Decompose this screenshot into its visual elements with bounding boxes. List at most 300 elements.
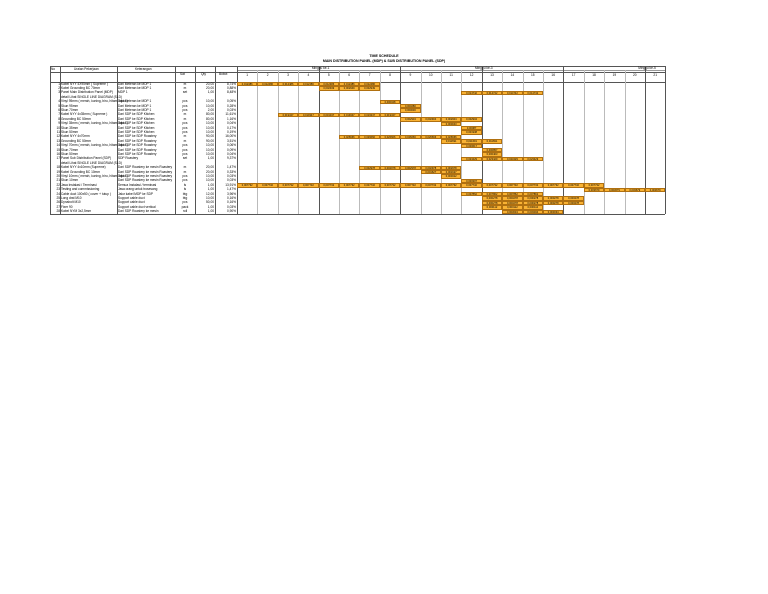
schedule-bar: 0,007732 — [319, 183, 339, 187]
week-number: 14 — [510, 73, 515, 77]
schedule-bar: 0,000312 — [441, 174, 461, 178]
row-no: 26 — [56, 200, 60, 205]
row-keterangan: Dari Meteran ke MDP 1 — [118, 99, 152, 104]
schedule-bar: 0,007732 — [298, 183, 318, 187]
week-number: 16 — [551, 73, 555, 77]
schedule-bar: 0,007732 — [237, 183, 257, 187]
week-number: 7 — [368, 73, 371, 77]
week-number: 5 — [327, 73, 330, 77]
schedule-bar: 0,014742 — [461, 91, 481, 95]
row-uraian: Skun 95mm — [61, 103, 79, 108]
row-qty: 1,00 — [207, 204, 214, 209]
schedule-bar: 0,000278 — [563, 196, 583, 200]
header-qty: Qty — [201, 71, 206, 76]
row-keterangan: Dari SDP Roastery ke mesin Roastery — [118, 174, 173, 178]
row-qty: 20,00 — [206, 81, 214, 86]
header-keterangan: Keterangan — [135, 66, 152, 71]
schedule-bar: 0,007732 — [584, 183, 604, 187]
schedule-bar: 0,019347 — [380, 113, 400, 117]
row-uraian: detail Lihat SINGLE LINE DIAGRAM (SLD) — [61, 94, 122, 99]
schedule-bar: 0,026666 — [380, 135, 400, 139]
row-no: 8 — [58, 116, 60, 121]
grid-line — [278, 70, 279, 214]
schedule-bar: 0,012486 — [278, 82, 298, 86]
row-uraian: Dynabolt M10 — [61, 200, 81, 205]
schedule-bar: 0,003679 — [645, 188, 665, 192]
row-sat: m — [183, 134, 187, 139]
row-qty: 80,00 — [206, 112, 214, 117]
row-no: 23 — [56, 187, 60, 192]
grid-line — [665, 66, 666, 214]
row-uraian: Skun 10mm — [61, 178, 79, 183]
row-uraian: Testing and commissioning — [61, 187, 100, 192]
row-keterangan: Dari SDP ke SDP Kitchen — [118, 130, 155, 134]
row-no: 2 — [58, 86, 60, 90]
schedule-bar: 0,000278 — [502, 196, 522, 200]
grid-line — [237, 66, 238, 214]
row-uraian: Panel Sub Distribution Panel (SDP) — [61, 156, 112, 161]
schedule-bar: 0,019347 — [359, 113, 379, 117]
schedule-bar: 0,007862 — [502, 192, 522, 196]
row-no: 10 — [56, 125, 60, 130]
schedule-bar: 0,003034 — [523, 210, 543, 214]
grid-line — [298, 70, 299, 214]
row-sat: m — [183, 112, 187, 117]
schedule-bar: 0,000278 — [523, 196, 543, 200]
schedule-bar: 0,007732 — [380, 183, 400, 187]
row-no: 7 — [58, 112, 60, 117]
row-uraian: Kabel NYY 4X95mm ( Supreme ) — [61, 81, 108, 86]
schedule-bar: 0,012486 — [237, 82, 257, 86]
row-keterangan: Dari SDP ke SDP Kitchen — [118, 125, 155, 130]
week-number: 8 — [389, 73, 391, 77]
schedule-bar: 0,000278 — [563, 201, 583, 205]
week-number: 18 — [592, 73, 596, 77]
row-sat: pcs — [182, 178, 188, 183]
row-bobot: 0,03% — [226, 178, 236, 183]
row-uraian: Skun 70mm — [61, 108, 79, 112]
row-keterangan: Dari Meteran ke MDP 1 — [118, 81, 152, 86]
row-no: 25 — [56, 196, 60, 200]
grid-line — [359, 70, 360, 214]
schedule-bar: 0,000043 — [441, 122, 461, 126]
row-no: 21 — [56, 178, 60, 183]
row-no: 6 — [58, 108, 60, 112]
schedule-bar: 0,007732 — [461, 183, 481, 187]
row-bobot: 13,91% — [225, 182, 236, 187]
row-keterangan: Dari Meteran ke MDP 1 — [118, 103, 152, 108]
week-number: 3 — [287, 73, 289, 77]
schedule-bar: 0,000403 — [482, 152, 502, 156]
schedule-bar: 0,002978 — [380, 166, 400, 170]
schedule-bar: 0,014742 — [523, 91, 543, 95]
row-keterangan: Dari SDP ke SDP Roastery — [118, 138, 157, 143]
row-sat: roll — [182, 209, 188, 214]
row-keterangan: MDP 1 — [118, 90, 128, 95]
row-bobot: 1,47% — [226, 187, 236, 192]
schedule-bar: 0,012486 — [339, 82, 359, 86]
row-sat: pcs — [182, 200, 188, 205]
row-keterangan: Dari SDP Roastery ke mesin — [118, 209, 159, 214]
grid-line — [604, 70, 605, 214]
schedule-bar: 0,000278 — [523, 201, 543, 205]
schedule-bar: 0,026666 — [339, 135, 359, 139]
row-qty: 10,00 — [206, 121, 214, 126]
row-sat: m — [183, 86, 187, 90]
schedule-bar: 0,023429 — [523, 157, 543, 161]
row-sat: ls — [183, 187, 187, 192]
row-qty: 90,00 — [206, 138, 214, 143]
row-qty: 90,00 — [206, 134, 214, 139]
week-number: 1 — [246, 73, 249, 77]
row-bobot: 0,16% — [226, 200, 236, 205]
schedule-bar: 0,007732 — [400, 183, 420, 187]
schedule-bar: 0,000278 — [482, 201, 502, 205]
week-number: 12 — [469, 73, 474, 77]
row-no: 11 — [56, 130, 60, 134]
row-keterangan: Dari SDP ke SDP Roastery — [118, 134, 157, 139]
row-bobot: 0,19% — [226, 130, 236, 134]
row-qty: 1,00 — [207, 156, 214, 161]
row-keterangan: Support cable duct — [118, 200, 145, 205]
schedule-bar: 0,012486 — [257, 82, 277, 86]
row-qty: 1,00 — [207, 187, 214, 192]
schedule-bar: 0,012486 — [359, 82, 379, 86]
schedule-bar: 0,007732 — [482, 183, 502, 187]
schedule-bar: 0,007862 — [461, 192, 481, 196]
row-qty: 20,00 — [206, 169, 214, 174]
row-keterangan: Support cable duct — [118, 196, 145, 200]
schedule-bar: 0,002904 — [400, 117, 420, 121]
schedule-bar: 0,002904 — [461, 117, 481, 121]
row-qty: 10,00 — [206, 125, 214, 130]
schedule-bar: 0,000278 — [543, 196, 563, 200]
header-bobot: Bobot — [219, 71, 228, 76]
schedule-bar: 0,002949 — [359, 86, 379, 90]
row-uraian: Kabel Grounding BC 70mm — [61, 86, 100, 90]
schedule-bar: 0,023429 — [482, 157, 502, 161]
row-bobot: 0,90% — [226, 209, 236, 214]
schedule-bar: 0,014742 — [482, 91, 502, 95]
schedule-bar: 0,026666 — [441, 135, 461, 139]
schedule-bar: 0,007732 — [421, 183, 441, 187]
schedule-bar: 0,000278 — [502, 201, 522, 205]
week-number: 17 — [571, 73, 576, 77]
row-no: 22 — [56, 182, 60, 187]
row-uraian: Kabel NYY 4x10mm (Supreme) — [61, 165, 106, 170]
row-qty: 10,00 — [206, 147, 214, 152]
schedule-bar: 0,002978 — [421, 166, 441, 170]
row-keterangan: Jalur kabel MDP ke SDP — [118, 191, 154, 196]
schedule-bar: 0,002949 — [339, 86, 359, 90]
row-keterangan: Dari SDP Roastery ke mesin Roastery — [118, 178, 173, 183]
row-sat: m — [183, 138, 187, 143]
schedule-bar: 0,002978 — [359, 166, 379, 170]
row-qty: 10,00 — [206, 152, 214, 156]
row-qty: 10,00 — [206, 103, 214, 108]
row-sat: pcs — [182, 108, 188, 112]
schedule-bar: 0,007732 — [359, 183, 379, 187]
row-uraian: Cable duct 100x50 ( cover + tutup ) — [61, 191, 111, 196]
row-bobot: 3,96% — [226, 191, 236, 196]
row-qty: 10,00 — [206, 174, 214, 178]
grid-line — [563, 66, 564, 214]
schedule-bar: 0,007862 — [523, 192, 543, 196]
row-bobot: 0,88% — [226, 86, 236, 90]
schedule-bar: 0,014742 — [502, 91, 522, 95]
week-number: 15 — [531, 73, 535, 77]
schedule-bar: 0,019347 — [278, 113, 298, 117]
schedule-bar: 0,007732 — [441, 183, 461, 187]
row-sat: m — [183, 116, 187, 121]
schedule-bar: 0,002949 — [319, 86, 339, 90]
row-keterangan: Dari SDP ke SDP Roastery — [118, 143, 157, 148]
week-number: 11 — [449, 73, 453, 77]
grid-line — [625, 70, 626, 214]
row-keterangan: Semua Instalasi / terminasi — [118, 182, 157, 187]
row-qty: 20,00 — [206, 165, 214, 170]
row-qty: 12,00 — [206, 191, 214, 196]
row-sat: pcs — [182, 103, 188, 108]
row-keterangan: Jasa orang untuk trosesang — [118, 187, 158, 192]
row-no: 4 — [58, 99, 60, 104]
row-no: 28 — [56, 209, 60, 214]
week-number: 19 — [612, 73, 617, 77]
schedule-bar: 0,023429 — [461, 157, 481, 161]
row-bobot: 0,28% — [226, 103, 236, 108]
row-qty: 1,00 — [207, 209, 214, 214]
row-bobot: 0,03% — [226, 174, 236, 178]
schedule-bar: 0,000030 — [400, 108, 420, 112]
row-sat: pcs — [182, 147, 188, 152]
schedule-bar: 0,011691 — [482, 139, 502, 143]
schedule-bar: 0,007732 — [502, 183, 522, 187]
schedule-bar: 0,007732 — [523, 183, 543, 187]
row-uraian: Jasa Instalasi / Terminasi — [61, 182, 97, 187]
row-sat: pcs — [182, 152, 188, 156]
week-number: 2 — [266, 73, 269, 77]
schedule-bar: 0,000048 — [380, 100, 400, 104]
minggu-label: Minggu ke-1 — [311, 65, 330, 70]
row-bobot: 0,16% — [226, 196, 236, 200]
week-number: 10 — [429, 73, 433, 77]
schedule-bar: 0,000278 — [482, 196, 502, 200]
row-qty: 1,00 — [207, 90, 214, 95]
row-keterangan: Dari SDP Roastery ke mesin Roastery — [118, 169, 173, 174]
row-uraian: Skun 50mm — [61, 130, 79, 134]
schedule-bar: 0,000278 — [543, 201, 563, 205]
schedule-bar: 0,003679 — [604, 188, 624, 192]
week-number: 20 — [633, 73, 637, 77]
row-sat: pcs — [182, 125, 188, 130]
row-qty: 10,00 — [206, 130, 214, 134]
schedule-bar: 0,023429 — [502, 157, 522, 161]
row-bobot: 0,03% — [226, 108, 236, 112]
row-sat: m — [183, 169, 187, 174]
schedule-bar: 0,00087 — [461, 126, 481, 130]
schedule-bar: 0,001938 — [461, 130, 481, 134]
row-no: 19 — [56, 169, 60, 174]
schedule-bar: 0,000617 — [461, 144, 481, 148]
row-bobot: 0,09% — [226, 147, 236, 152]
row-sat: set — [182, 90, 188, 95]
schedule-bar: 0,000112 — [482, 205, 502, 209]
row-qty: 10,00 — [206, 178, 214, 183]
row-sat: m — [183, 165, 187, 170]
schedule-bar: 0,007732 — [278, 183, 298, 187]
schedule-bar: 0,003679 — [625, 188, 645, 192]
row-bobot: 0,17% — [226, 125, 236, 130]
row-no: 13 — [56, 138, 60, 143]
row-bobot: 0,06% — [226, 143, 236, 148]
schedule-bar: 0,002978 — [441, 166, 461, 170]
row-bobot: 0,04% — [226, 121, 236, 126]
row-no: 17 — [56, 156, 60, 161]
row-no: 12 — [56, 134, 60, 139]
row-qty: 20,00 — [206, 86, 214, 90]
row-keterangan: Dari SDP ke SDP Roastery — [118, 147, 157, 152]
row-uraian: Long drat M10 — [61, 196, 82, 200]
row-bobot: 16,00% — [225, 134, 236, 139]
row-bobot: 1,16% — [226, 116, 236, 121]
header-sat: Sat — [180, 71, 185, 76]
schedule-bar: 0,002904 — [421, 117, 441, 121]
schedule-bar: 0,012486 — [319, 82, 339, 86]
row-sat: m — [183, 81, 187, 86]
schedule-bar: 0,007862 — [482, 192, 502, 196]
schedule-bar: 0,007732 — [543, 183, 563, 187]
header-uraian: Uraian Pekerjaan — [74, 66, 99, 71]
row-no: 9 — [58, 121, 60, 126]
week-number: 9 — [409, 73, 412, 77]
row-bobot: 1,47% — [226, 165, 236, 170]
schedule-bar: 0,003679 — [584, 188, 604, 192]
row-qty: 10,00 — [206, 196, 214, 200]
row-uraian: Vinyl 10mm ( merah, kuning, biru, hitam, hijau ) — [61, 174, 128, 178]
schedule-bar: 0,019347 — [339, 113, 359, 117]
row-qty: 1,00 — [207, 182, 214, 187]
row-keterangan: Dari SDP Roastery ke mesin Roastery — [118, 165, 173, 170]
row-no: 3 — [58, 90, 60, 95]
row-keterangan: SDP Roastery — [118, 156, 139, 161]
row-uraian: Kabel NYY 4x70mm — [61, 134, 90, 139]
row-keterangan: Dari SDP ke SDP Roastery — [118, 152, 157, 156]
row-no: 20 — [56, 174, 60, 178]
schedule-bar: 0,001627 — [441, 170, 461, 174]
schedule-bar: 0,000112 — [523, 205, 543, 209]
row-uraian: Kabel NYM 3x2,5mm — [61, 209, 92, 214]
row-sat: btg — [182, 196, 188, 200]
row-no: 24 — [56, 191, 60, 196]
row-sat: pcs — [182, 130, 188, 134]
schedule-bar: 0,026666 — [400, 135, 420, 139]
row-bobot: 0,03% — [226, 204, 236, 209]
schedule-bar: 0,011691 — [441, 139, 461, 143]
row-keterangan: Dari Meteran ke MDP 1 — [118, 108, 152, 112]
schedule-bar: 0,002904 — [441, 117, 461, 121]
row-sat: pcs — [182, 174, 188, 178]
schedule-bar: 0,000112 — [502, 205, 522, 209]
schedule-bar: 0,002978 — [400, 166, 420, 170]
schedule-bar: 0,000857 — [482, 148, 502, 152]
row-bobot: 0,04% — [226, 152, 236, 156]
row-bobot: 3,51% — [226, 138, 236, 143]
row-bobot: 9,37% — [226, 156, 236, 161]
schedule-bar: 0,007732 — [563, 183, 583, 187]
row-qty: 50,00 — [206, 200, 214, 205]
minggu-label: Minggu ke-3 — [475, 65, 493, 70]
row-uraian: Grounding BC 50mm — [61, 138, 91, 143]
row-uraian: Vinyl 95mm ( merah, kuning, biru, hitam, hijau ) — [61, 99, 128, 104]
row-no: 18 — [56, 165, 60, 170]
row-sat: btg — [182, 191, 188, 196]
grid-line — [380, 70, 381, 214]
row-qty: 80,00 — [206, 116, 214, 121]
week-number: 21 — [653, 73, 657, 77]
row-sat: set — [182, 156, 188, 161]
minggu-label: Minggu ke-5 — [638, 65, 656, 70]
row-keterangan: Dari Meteran ke MDP 1 — [118, 86, 152, 90]
row-bobot: 0,05% — [226, 99, 236, 104]
row-uraian: Vinyl 70mm ( merah, kuning, biru, hitam, hijau ) — [61, 143, 128, 148]
schedule-bar: 0,007732 — [339, 183, 359, 187]
row-qty: 10,00 — [206, 99, 214, 104]
row-no: 15 — [56, 147, 60, 152]
row-bobot: 8,74% — [226, 81, 236, 86]
schedule-bar: 0,000307 — [461, 179, 481, 183]
grid-line — [400, 66, 401, 214]
row-uraian: Kabel NYY 4x35mm ( Supreme ) — [61, 112, 108, 117]
schedule-bar: 0,011691 — [461, 139, 481, 143]
row-uraian: Vinyl 35mm ( merah, kuning, biru, hitam, hijau ) — [61, 121, 128, 126]
row-uraian: Fixer 90 — [61, 204, 73, 209]
row-keterangan: Support cable duct vertical — [118, 204, 156, 209]
row-uraian: detail Lihat SINGLE LINE DIAGRAM (SLD) — [61, 160, 122, 165]
schedule-bar: 0,003034 — [502, 210, 522, 214]
grid-line — [237, 70, 665, 71]
row-no: 16 — [56, 152, 60, 156]
row-sat: pcs — [182, 99, 188, 104]
row-uraian: Grounding BC 50mm — [61, 116, 91, 121]
row-uraian: Kabel Grounding BC 10mm — [61, 169, 100, 174]
week-number: 4 — [307, 73, 310, 77]
schedule-bar: 0,007732 — [257, 183, 277, 187]
schedule-bar: 0,019347 — [298, 113, 318, 117]
schedule-bar: 0,019347 — [319, 113, 339, 117]
row-keterangan: Dari SDP ke SDP Kitchen — [118, 121, 155, 126]
row-uraian: Skun 50mm — [61, 152, 79, 156]
week-number: 6 — [348, 73, 351, 77]
row-bobot: 8,48% — [226, 90, 236, 95]
schedule-bar: 0,026666 — [421, 135, 441, 139]
row-no: 1 — [58, 81, 60, 86]
grid-line — [257, 70, 258, 214]
row-sat: pcs — [182, 121, 188, 126]
row-uraian: Panel Main Distribution Panel (MDP) — [61, 90, 113, 95]
schedule-subtitle: MAIN DISTRIBUTION PANEL (MDP) & SUB DISTRIBUTION PANEL (SDP) — [322, 58, 446, 63]
row-bobot: 0,33% — [226, 169, 236, 174]
row-sat: pack — [181, 204, 189, 209]
schedule-title: TIME SCHEDULE — [369, 54, 399, 58]
row-keterangan: Dari SDP ke SDP Kitchen — [118, 112, 155, 117]
row-no: 14 — [56, 143, 60, 148]
row-keterangan: Dari SDP ke SDP Kitchen — [118, 116, 155, 121]
schedule-bar: 0,003034 — [543, 210, 563, 214]
row-sat: ls — [183, 182, 187, 187]
grid-line — [339, 70, 340, 214]
grid-line — [543, 70, 544, 214]
grid-line — [584, 70, 585, 214]
